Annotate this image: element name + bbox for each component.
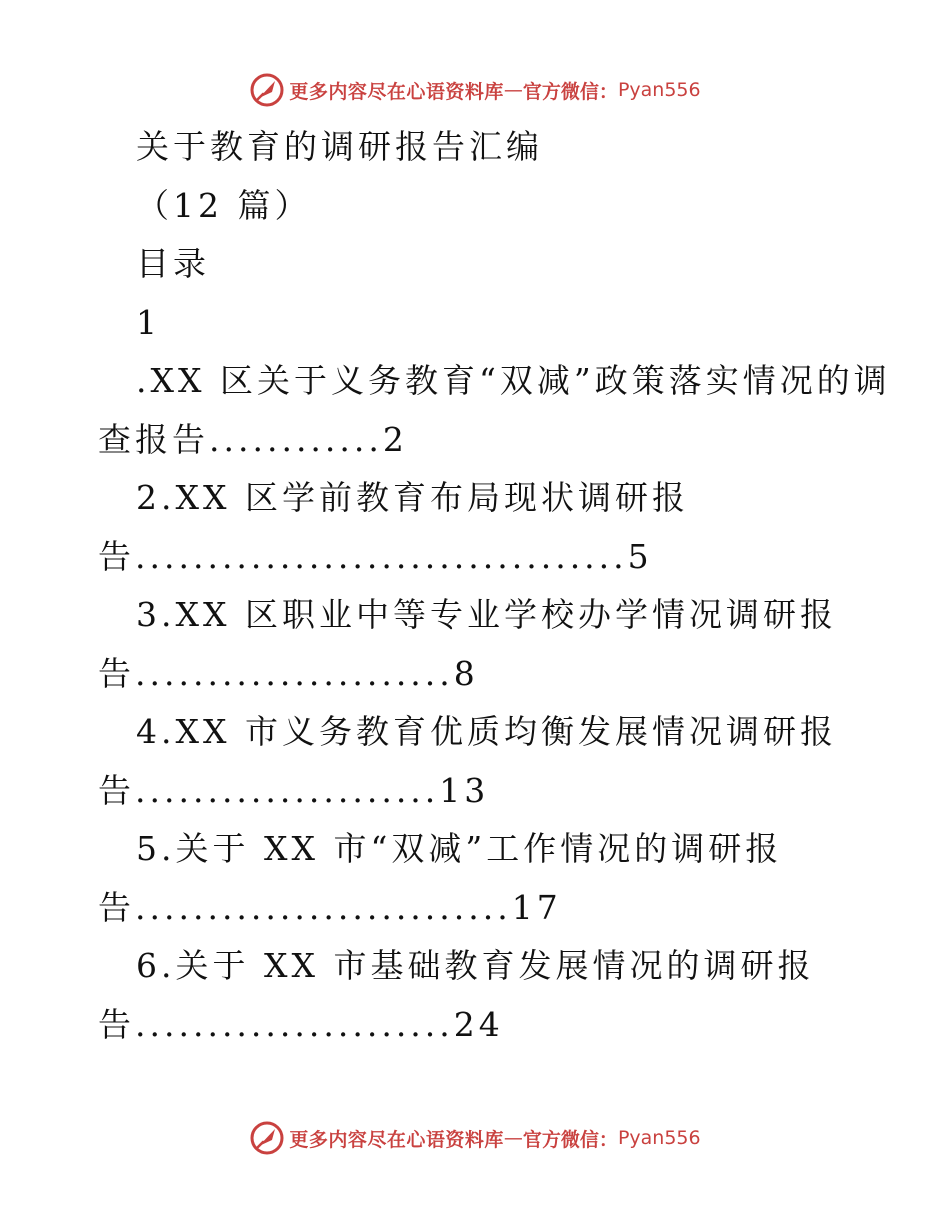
watermark-wechat-label: 官方微信： <box>522 1128 618 1151</box>
watermark-brand: 更多内容尽在心语资料库 <box>289 1128 504 1151</box>
toc-entry-1[interactable] <box>98 352 891 469</box>
document-body <box>98 118 891 1054</box>
toc-entry-page: 告......................8 <box>98 653 479 693</box>
watermark-header <box>0 70 950 110</box>
watermark-wechat-id: Pyan556 <box>617 1127 701 1149</box>
toc-entry-page: 告.....................13 <box>98 770 490 810</box>
toc-entry-title: .XX 区关于义务教育“双减”政策落实情况的调 <box>136 361 891 400</box>
toc-entry-page: 告......................24 <box>98 1004 504 1044</box>
watermark-wechat-label: 官方微信： <box>522 80 618 103</box>
toc-entry-title: 2.XX 区学前教育布局现状调研报 <box>136 478 689 517</box>
toc-entry-title: 3.XX 区职业中等专业学校办学情况调研报 <box>136 595 837 634</box>
watermark-separator: — <box>503 79 523 101</box>
quill-pen-icon <box>249 1120 285 1156</box>
toc-heading: 目录 <box>136 244 210 283</box>
toc-entry-6[interactable] <box>98 937 878 1054</box>
quill-pen-icon <box>249 72 285 108</box>
toc-entry-2[interactable] <box>98 469 878 586</box>
toc-entry-page: 告..................................5 <box>98 536 653 576</box>
watermark-brand: 更多内容尽在心语资料库 <box>289 80 504 103</box>
toc-entry-page: 告..........................17 <box>98 887 562 927</box>
toc-entry-5[interactable] <box>98 820 878 937</box>
document-subtitle: （12 篇） <box>136 185 312 225</box>
toc-first-number: 1 <box>136 302 161 342</box>
toc-entry-4[interactable] <box>98 703 878 820</box>
watermark-wechat-id: Pyan556 <box>617 79 701 101</box>
toc-entry-3[interactable] <box>98 586 878 703</box>
toc-entry-page: 查报告............2 <box>98 419 408 459</box>
watermark-footer <box>0 1118 950 1158</box>
toc-entry-title: 6.关于 XX 市基础教育发展情况的调研报 <box>136 946 815 985</box>
toc-entry-title: 5.关于 XX 市“双减”工作情况的调研报 <box>136 829 783 868</box>
watermark-separator: — <box>503 1127 523 1149</box>
document-title: 关于教育的调研报告汇编 <box>136 127 543 166</box>
toc-entry-title: 4.XX 市义务教育优质均衡发展情况调研报 <box>136 712 837 751</box>
